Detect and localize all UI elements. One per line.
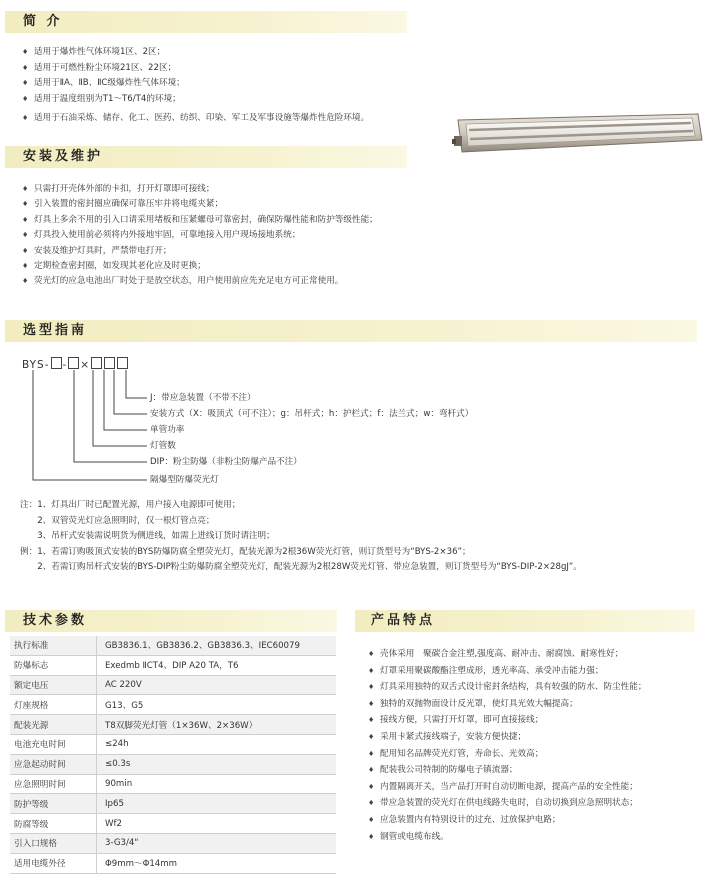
spec-value: AC 220V bbox=[97, 675, 337, 695]
list-item: ♦ 适用于ⅡA、ⅡB、ⅡC级爆炸性气体环境； bbox=[22, 76, 369, 92]
list-item: ♦ 壳体采用 聚碳合金注塑,强度高、耐冲击、耐腐蚀、耐寒性好； bbox=[368, 646, 646, 663]
selection-label-type: 隔爆型防爆荧光灯 bbox=[150, 475, 219, 485]
features-title: 产品特点 bbox=[371, 613, 436, 628]
table-row bbox=[10, 774, 336, 794]
spec-value: GB3836.1、GB3836.2、GB3836.3、IEC60079 bbox=[97, 636, 337, 655]
list-item: ♦ 钢管或电缆布线。 bbox=[368, 829, 646, 846]
table-row bbox=[10, 754, 336, 774]
note-line: 注：1、灯具出厂时已配置光源，用户接入电源即可使用； bbox=[20, 500, 241, 510]
note-line: 2、若需订购吊杆式安装的BYS-DIP粉尘防爆防腐全塑荧光灯，配装光源为2根28W荧光灯管、带应急装置，则订货型号为“BYS-DIP-2×28gJ”。 bbox=[20, 562, 582, 573]
spec-key: 适用电缆外径 bbox=[10, 853, 97, 873]
table-row bbox=[10, 814, 336, 834]
selection-notes bbox=[20, 498, 582, 576]
list-item: ♦ 适用于可燃性粉尘环境21区、22区； bbox=[22, 61, 369, 77]
table-row bbox=[10, 695, 336, 715]
table-row bbox=[10, 655, 336, 675]
table-row bbox=[10, 833, 336, 853]
selection-title: 选型指南 bbox=[23, 323, 88, 338]
spec-value: ≤24h bbox=[97, 734, 337, 754]
features-section-header bbox=[355, 610, 695, 632]
list-item: ♦ 接线方便，只需打开灯罩，即可直接接线； bbox=[368, 712, 646, 729]
spec-key: 引入口规格 bbox=[10, 833, 97, 853]
spec-key: 防爆标志 bbox=[10, 655, 97, 675]
features-list bbox=[368, 646, 646, 845]
table-row bbox=[10, 853, 336, 873]
selection-label-emergency: J：带应急装置（不带不注） bbox=[150, 393, 256, 403]
table-row bbox=[10, 636, 336, 655]
note-line: 2、双管荧光灯应急照明时，仅一根灯管点亮； bbox=[20, 515, 215, 526]
spec-value: 90min bbox=[97, 774, 337, 794]
list-item: ♦ 采用卡紧式接线端子，安装方便快捷； bbox=[368, 729, 646, 746]
table-row bbox=[10, 675, 336, 695]
selection-label-power: 单管功率 bbox=[150, 425, 185, 435]
spec-key: 应急照明时间 bbox=[10, 774, 97, 794]
specs-title: 技术参数 bbox=[23, 613, 88, 628]
spec-value: Wf2 bbox=[97, 814, 337, 834]
list-item: ♦ 配用知名品牌荧光灯管，寿命长、光效高； bbox=[368, 746, 646, 763]
table-row bbox=[10, 734, 336, 754]
install-list bbox=[22, 182, 378, 290]
intro-section-header bbox=[5, 11, 407, 33]
specs-section-header bbox=[5, 610, 337, 632]
list-item: ♦ 引入装置的密封圈应确保可靠压牢并将电缆夹紧； bbox=[22, 197, 378, 212]
list-item: ♦ 灯具采用独特的双舌式设计密封条结构，具有较强的防水、防尘性能； bbox=[368, 679, 646, 696]
install-section-header bbox=[5, 146, 407, 168]
model-code-times: × bbox=[80, 359, 91, 371]
model-code-dash: - bbox=[62, 359, 68, 371]
selection-section-header bbox=[5, 320, 697, 342]
note-line: 例：1、若需订购吸顶式安装的BYS防爆防腐全塑荧光灯，配装光源为2根36W荧光灯管，则订货型号为“BYS-2×36”； bbox=[20, 546, 471, 557]
list-item: ♦ 灯具上多余不用的引入口请采用堵板和压紧螺母可靠密封，确保防爆性能和防护等级性能； bbox=[22, 213, 378, 228]
spec-value: 3-G3/4" bbox=[97, 833, 337, 853]
list-item: ♦ 安装及维护灯具时，严禁带电打开； bbox=[22, 244, 378, 259]
selection-label-mount: 安装方式（X：吸顶式（可不注）；g：吊杆式；h：护栏式；f：法兰式；w：弯杆式） bbox=[150, 409, 474, 419]
list-item: ♦ 适用于爆炸性气体环境1区、2区； bbox=[22, 45, 369, 61]
intro-list bbox=[22, 45, 369, 127]
spec-value: T8双脚荧光灯管（1×36W、2×36W） bbox=[97, 715, 337, 735]
spec-key: 额定电压 bbox=[10, 675, 97, 695]
specs-table bbox=[10, 636, 336, 874]
product-image bbox=[452, 110, 704, 156]
list-item: ♦ 荧光灯的应急电池出厂时处于是放空状态，用户使用前应先充足电方可正常使用。 bbox=[22, 274, 378, 289]
spec-key: 灯座规格 bbox=[10, 695, 97, 715]
list-item: ♦ 灯罩采用聚碳酸酯注塑成形，透光率高、承受冲击能力强； bbox=[368, 663, 646, 680]
spec-value: Φ9mm～Φ14mm bbox=[97, 853, 337, 873]
list-item: ♦ 只需打开壳体外部的卡扣，打开灯罩即可接线； bbox=[22, 182, 378, 197]
note-line: 3、吊杆式安装需说明货为侧进线，如需上进线订货时请注明； bbox=[20, 531, 275, 542]
list-item: ♦ 定期检查密封圈，如发现其老化应及时更换； bbox=[22, 259, 378, 274]
selection-connector-lines bbox=[0, 360, 720, 500]
fluorescent-lamp-icon bbox=[452, 110, 704, 156]
spec-value: G13、G5 bbox=[97, 695, 337, 715]
spec-key: 电池充电时间 bbox=[10, 734, 97, 754]
spec-key: 应急起动时间 bbox=[10, 754, 97, 774]
selection-label-count: 灯管数 bbox=[150, 441, 176, 451]
spec-value: Ip65 bbox=[97, 794, 337, 814]
list-item: ♦ 适用于温度组别为T1～T6/T4的环境； bbox=[22, 92, 369, 108]
table-row bbox=[10, 715, 336, 735]
list-item: ♦ 配装我公司特制的防爆电子镇流器； bbox=[368, 762, 646, 779]
spec-key: 配装光源 bbox=[10, 715, 97, 735]
list-item: ♦ 适用于石油采炼、储存、化工、医药、纺织、印染、军工及军事设施等爆炸性危险环境。 bbox=[22, 111, 369, 127]
spec-key: 防腐等级 bbox=[10, 814, 97, 834]
list-item: ♦ 应急装置内有特别设计的过充、过放保护电路； bbox=[368, 812, 646, 829]
list-item: ♦ 灯具投入使用前必须将内外接地牢固，可靠地接入用户现场接地系统； bbox=[22, 228, 378, 243]
table-row bbox=[10, 794, 336, 814]
spec-value: ≤0.3s bbox=[97, 754, 337, 774]
intro-title: 简 介 bbox=[23, 14, 63, 29]
install-title: 安装及维护 bbox=[23, 149, 104, 164]
model-code-prefix: BYS- bbox=[22, 359, 50, 371]
list-item: ♦ 独特的双抛物面设计反光罩，使灯具光效大幅提高； bbox=[368, 696, 646, 713]
selection-label-dip: DIP：粉尘防爆（非粉尘防爆产品不注） bbox=[150, 457, 302, 467]
spec-value: Exedmb ⅡCT4、DIP A20 TA，T6 bbox=[97, 655, 337, 675]
list-item: ♦ 内置隔离开关，当产品打开时自动切断电源，提高产品的安全性能； bbox=[368, 779, 646, 796]
list-item: ♦ 带应急装置的荧光灯在供电线路失电时，自动切换到应急照明状态； bbox=[368, 795, 646, 812]
spec-key: 防护等级 bbox=[10, 794, 97, 814]
spec-key: 执行标准 bbox=[10, 636, 97, 655]
